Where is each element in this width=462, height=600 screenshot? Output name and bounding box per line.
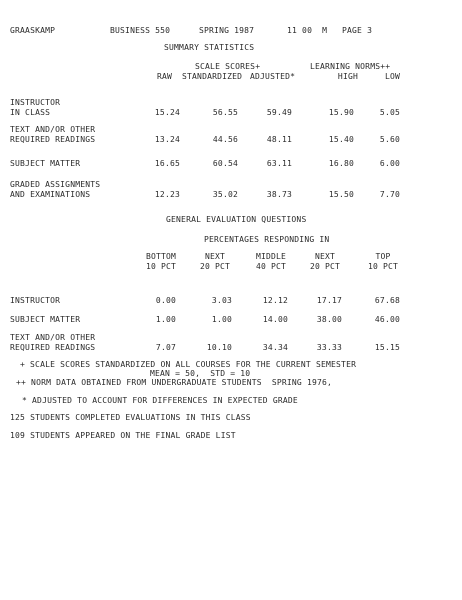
students-completed: 125 STUDENTS COMPLETED EVALUATIONS IN THIS CLASS xyxy=(10,413,251,422)
summary-row-label: SUBJECT MATTER xyxy=(10,159,81,168)
summary-cell: 5.05 xyxy=(379,108,400,117)
col-low: LOW xyxy=(384,72,400,81)
page-number: PAGE 3 xyxy=(342,26,373,35)
pct-cell: 67.68 xyxy=(374,296,400,305)
summary-row-label: INSTRUCTOR xyxy=(10,98,61,107)
pct-cell: 34.34 xyxy=(262,343,288,352)
summary-cell: 13.24 xyxy=(154,135,180,144)
pct-cell: 14.00 xyxy=(262,315,288,324)
pct-cell: 46.00 xyxy=(374,315,400,324)
pct-cell: 7.07 xyxy=(155,343,176,352)
col-high: HIGH xyxy=(337,72,358,81)
summary-cell: 15.24 xyxy=(154,108,180,117)
pct-col-header: 40 PCT xyxy=(255,262,287,271)
pct-col-header: MIDDLE xyxy=(255,252,287,261)
course-name: BUSINESS 550 xyxy=(110,26,171,35)
summary-cell: 38.73 xyxy=(266,190,292,199)
summary-cell: 15.40 xyxy=(328,135,354,144)
pct-cell: 3.03 xyxy=(211,296,232,305)
pct-cell: 17.17 xyxy=(316,296,342,305)
pct-cell: 33.33 xyxy=(316,343,342,352)
general-row-label: TEXT AND/OR OTHER xyxy=(10,333,96,342)
summary-cell: 15.50 xyxy=(328,190,354,199)
pct-col-header: NEXT xyxy=(314,252,336,261)
summary-title: SUMMARY STATISTICS xyxy=(164,43,255,52)
pct-col-header: 20 PCT xyxy=(309,262,341,271)
general-subtitle: PERCENTAGES RESPONDING IN xyxy=(204,235,330,244)
pct-cell: 1.00 xyxy=(211,315,232,324)
summary-cell: 63.11 xyxy=(266,159,292,168)
pct-col-header: 20 PCT xyxy=(199,262,231,271)
summary-cell: 35.02 xyxy=(212,190,238,199)
general-row-label: REQUIRED READINGS xyxy=(10,343,96,352)
summary-row-label: REQUIRED READINGS xyxy=(10,135,96,144)
pct-col-header: TOP xyxy=(375,252,391,261)
summary-cell: 48.11 xyxy=(266,135,292,144)
summary-row-label: TEXT AND/OR OTHER xyxy=(10,125,96,134)
summary-cell: 16.65 xyxy=(154,159,180,168)
footnote-adjusted: * ADJUSTED TO ACCOUNT FOR DIFFERENCES IN EXPECTED GRADE xyxy=(22,396,298,405)
general-row-label: INSTRUCTOR xyxy=(10,296,61,305)
pct-cell: 1.00 xyxy=(155,315,176,324)
pct-cell: 38.00 xyxy=(316,315,342,324)
summary-cell: 12.23 xyxy=(154,190,180,199)
col-raw: RAW xyxy=(156,72,172,81)
students-appeared: 109 STUDENTS APPEARED ON THE FINAL GRADE LIST xyxy=(10,431,236,440)
summary-cell: 16.80 xyxy=(328,159,354,168)
learning-norms-header: LEARNING NORMS++ xyxy=(310,62,391,71)
pct-col-header: 10 PCT xyxy=(367,262,399,271)
pct-col-header: NEXT xyxy=(204,252,226,261)
scale-scores-header: SCALE SCORES+ xyxy=(195,62,261,71)
summary-cell: 44.56 xyxy=(212,135,238,144)
pct-col-header: BOTTOM xyxy=(145,252,177,261)
summary-row-label: GRADED ASSIGNMENTS xyxy=(10,180,101,189)
summary-cell: 15.90 xyxy=(328,108,354,117)
footnote-scale-scores: + SCALE SCORES STANDARDIZED ON ALL COURSES FOR THE CURRENT SEMESTER xyxy=(20,360,357,369)
summary-row-label: IN CLASS xyxy=(10,108,51,117)
pct-cell: 12.12 xyxy=(262,296,288,305)
term: SPRING 1987 xyxy=(199,26,255,35)
col-adjusted: ADJUSTED* xyxy=(250,72,296,81)
summary-cell: 60.54 xyxy=(212,159,238,168)
general-title: GENERAL EVALUATION QUESTIONS xyxy=(166,215,307,224)
instructor-name: GRAASKAMP xyxy=(10,26,56,35)
summary-cell: 6.00 xyxy=(379,159,400,168)
summary-cell: 56.55 xyxy=(212,108,238,117)
pct-col-header: 10 PCT xyxy=(145,262,177,271)
pct-cell: 15.15 xyxy=(374,343,400,352)
class-time: 11 00 M xyxy=(287,26,328,35)
col-standardized: STANDARDIZED xyxy=(182,72,243,81)
footnote-mean-std: MEAN = 50, STD = 10 xyxy=(150,369,251,378)
pct-cell: 10.10 xyxy=(206,343,232,352)
pct-cell: 0.00 xyxy=(155,296,176,305)
summary-cell: 59.49 xyxy=(266,108,292,117)
summary-row-label: AND EXAMINATIONS xyxy=(10,190,91,199)
footnote-norm-data: ++ NORM DATA OBTAINED FROM UNDERGRADUATE STUDENTS SPRING 1976, xyxy=(16,378,333,387)
summary-cell: 7.70 xyxy=(379,190,400,199)
general-row-label: SUBJECT MATTER xyxy=(10,315,81,324)
summary-cell: 5.60 xyxy=(379,135,400,144)
